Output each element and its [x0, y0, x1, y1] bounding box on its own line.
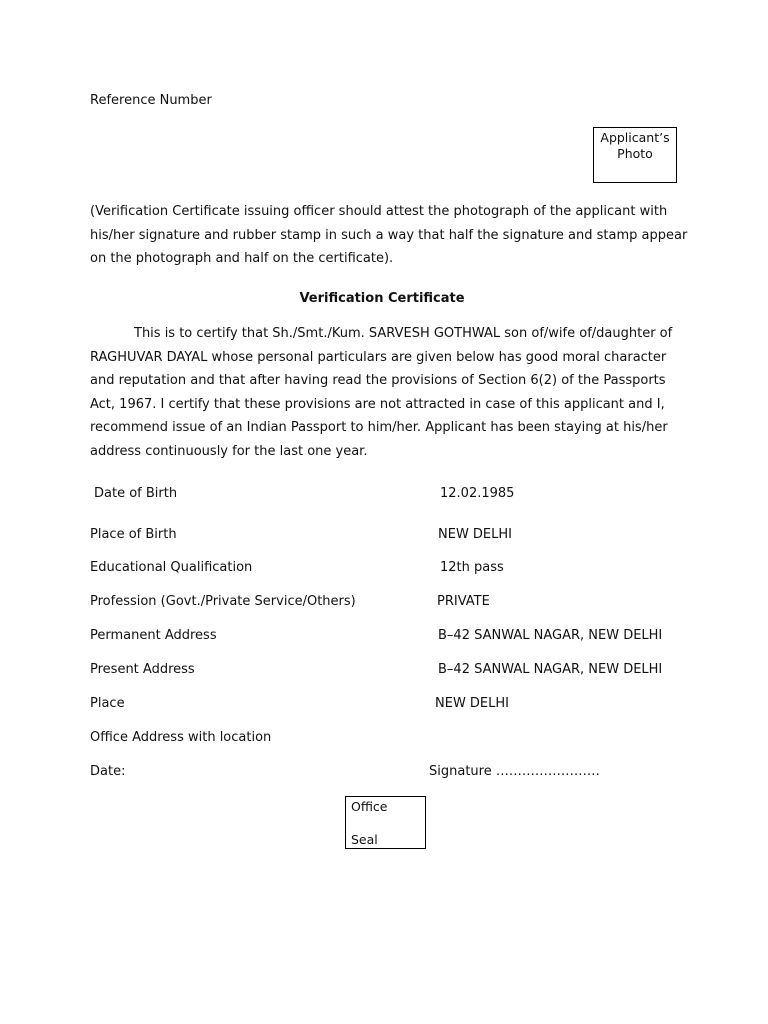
place-value: NEW DELHI [435, 696, 510, 711]
certificate-title-text: Verification Certificate [299, 291, 465, 306]
pob-label: Place of Birth [90, 527, 177, 542]
photo-box-line1: Applicant’s [600, 130, 670, 145]
permanent-address-label: Permanent Address [90, 628, 217, 643]
pob-value: NEW DELHI [438, 527, 513, 542]
office-address-label: Office Address with location [90, 730, 272, 745]
permanent-address-value: B–42 SANWAL NAGAR, NEW DELHI [438, 628, 663, 643]
place-label: Place [90, 696, 125, 711]
certificate-body [90, 322, 690, 463]
photo-box-line2: Photo [617, 146, 653, 161]
dob-label: Date of Birth [94, 486, 178, 501]
applicant-photo-box [593, 127, 677, 183]
present-address-value: B–42 SANWAL NAGAR, NEW DELHI [438, 662, 663, 677]
present-address-label: Present Address [90, 662, 195, 677]
attestation-instruction: (Verification Certificate issuing officer should attest the photograph of the applicant with his/her signature and rubber stamp in such a way that half the signature and stamp appear on the photograph and half on the certificate). [90, 204, 688, 266]
dob-value: 12.02.1985 [440, 486, 515, 501]
profession-value: PRIVATE [437, 594, 490, 609]
date-label: Date: [90, 764, 126, 779]
education-value: 12th pass [440, 560, 504, 575]
seal-box-line2: Seal [351, 832, 378, 847]
signature-label: Signature …………………… [429, 764, 600, 779]
certificate-title [0, 291, 768, 306]
reference-number-label: Reference Number [90, 93, 212, 108]
education-label: Educational Qualification [90, 560, 253, 575]
profession-label: Profession (Govt./Private Service/Others) [90, 594, 356, 609]
certificate-body-text: This is to certify that Sh./Smt./Kum. SARVESH GOTHWAL son of/wife of/daughter of RAGHUVAR DAYAL whose personal particulars are given below has good moral character and reputation and that after having read the provisions of Section 6(2) of the Passports Act, 1967. I certify that these provisions are not attracted in case of this applicant and I, recommend issue of an Indian Passport to him/her. Applicant has been staying at his/her address continuously for the last one year. [90, 326, 673, 459]
office-seal-box [345, 796, 426, 849]
seal-box-line1: Office [351, 799, 388, 814]
